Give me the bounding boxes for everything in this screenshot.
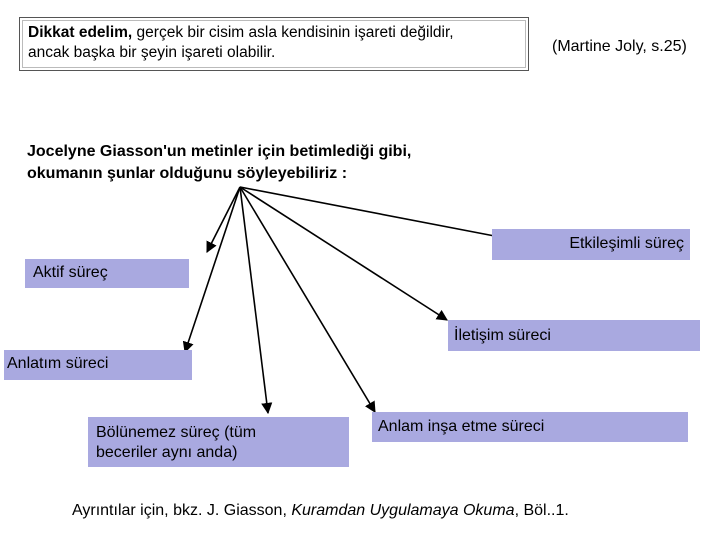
arrow-to-aktif xyxy=(207,187,240,252)
footer-suffix: , Böl..1. xyxy=(514,502,569,519)
process-box-anlam-insa: Anlam inşa etme süreci xyxy=(372,412,688,442)
footer-prefix: Ayrıntılar için, bkz. J. Giasson, xyxy=(72,502,292,519)
bolunemez-line-2: beceriler aynı anda) xyxy=(96,444,238,461)
arrow-to-anlam xyxy=(240,187,375,412)
process-box-bolunemez xyxy=(88,417,349,467)
process-box-etkilesimli: Etkileşimli süreç xyxy=(492,229,690,260)
process-box-aktif: Aktif süreç xyxy=(25,259,189,288)
footer-book-title: Kuramdan Uygulamaya Okuma xyxy=(291,502,515,519)
intro-line-1: Jocelyne Giasson'un metinler için betimlediği gibi, xyxy=(27,143,412,160)
arrow-to-bolunemez xyxy=(240,187,268,413)
process-box-iletisim: İletişim süreci xyxy=(448,320,700,351)
citation: (Martine Joly, s.25) xyxy=(552,38,687,55)
intro-line-2: okumanın şunlar olduğunu söyleyebiliriz : xyxy=(27,165,348,182)
footer-reference xyxy=(72,502,569,520)
quote-line-2: ancak başka bir şeyin işareti olabilir. xyxy=(28,44,276,61)
quote-line-1-rest: gerçek bir cisim asla kendisinin işareti değildir, xyxy=(132,24,454,41)
arrow-to-anlatim xyxy=(185,187,240,352)
bolunemez-line-1: Bölünemez süreç (tüm xyxy=(96,424,257,441)
process-box-anlatim: Anlatım süreci xyxy=(4,350,192,380)
quote-bold-lead: Dikkat edelim, xyxy=(28,24,133,41)
